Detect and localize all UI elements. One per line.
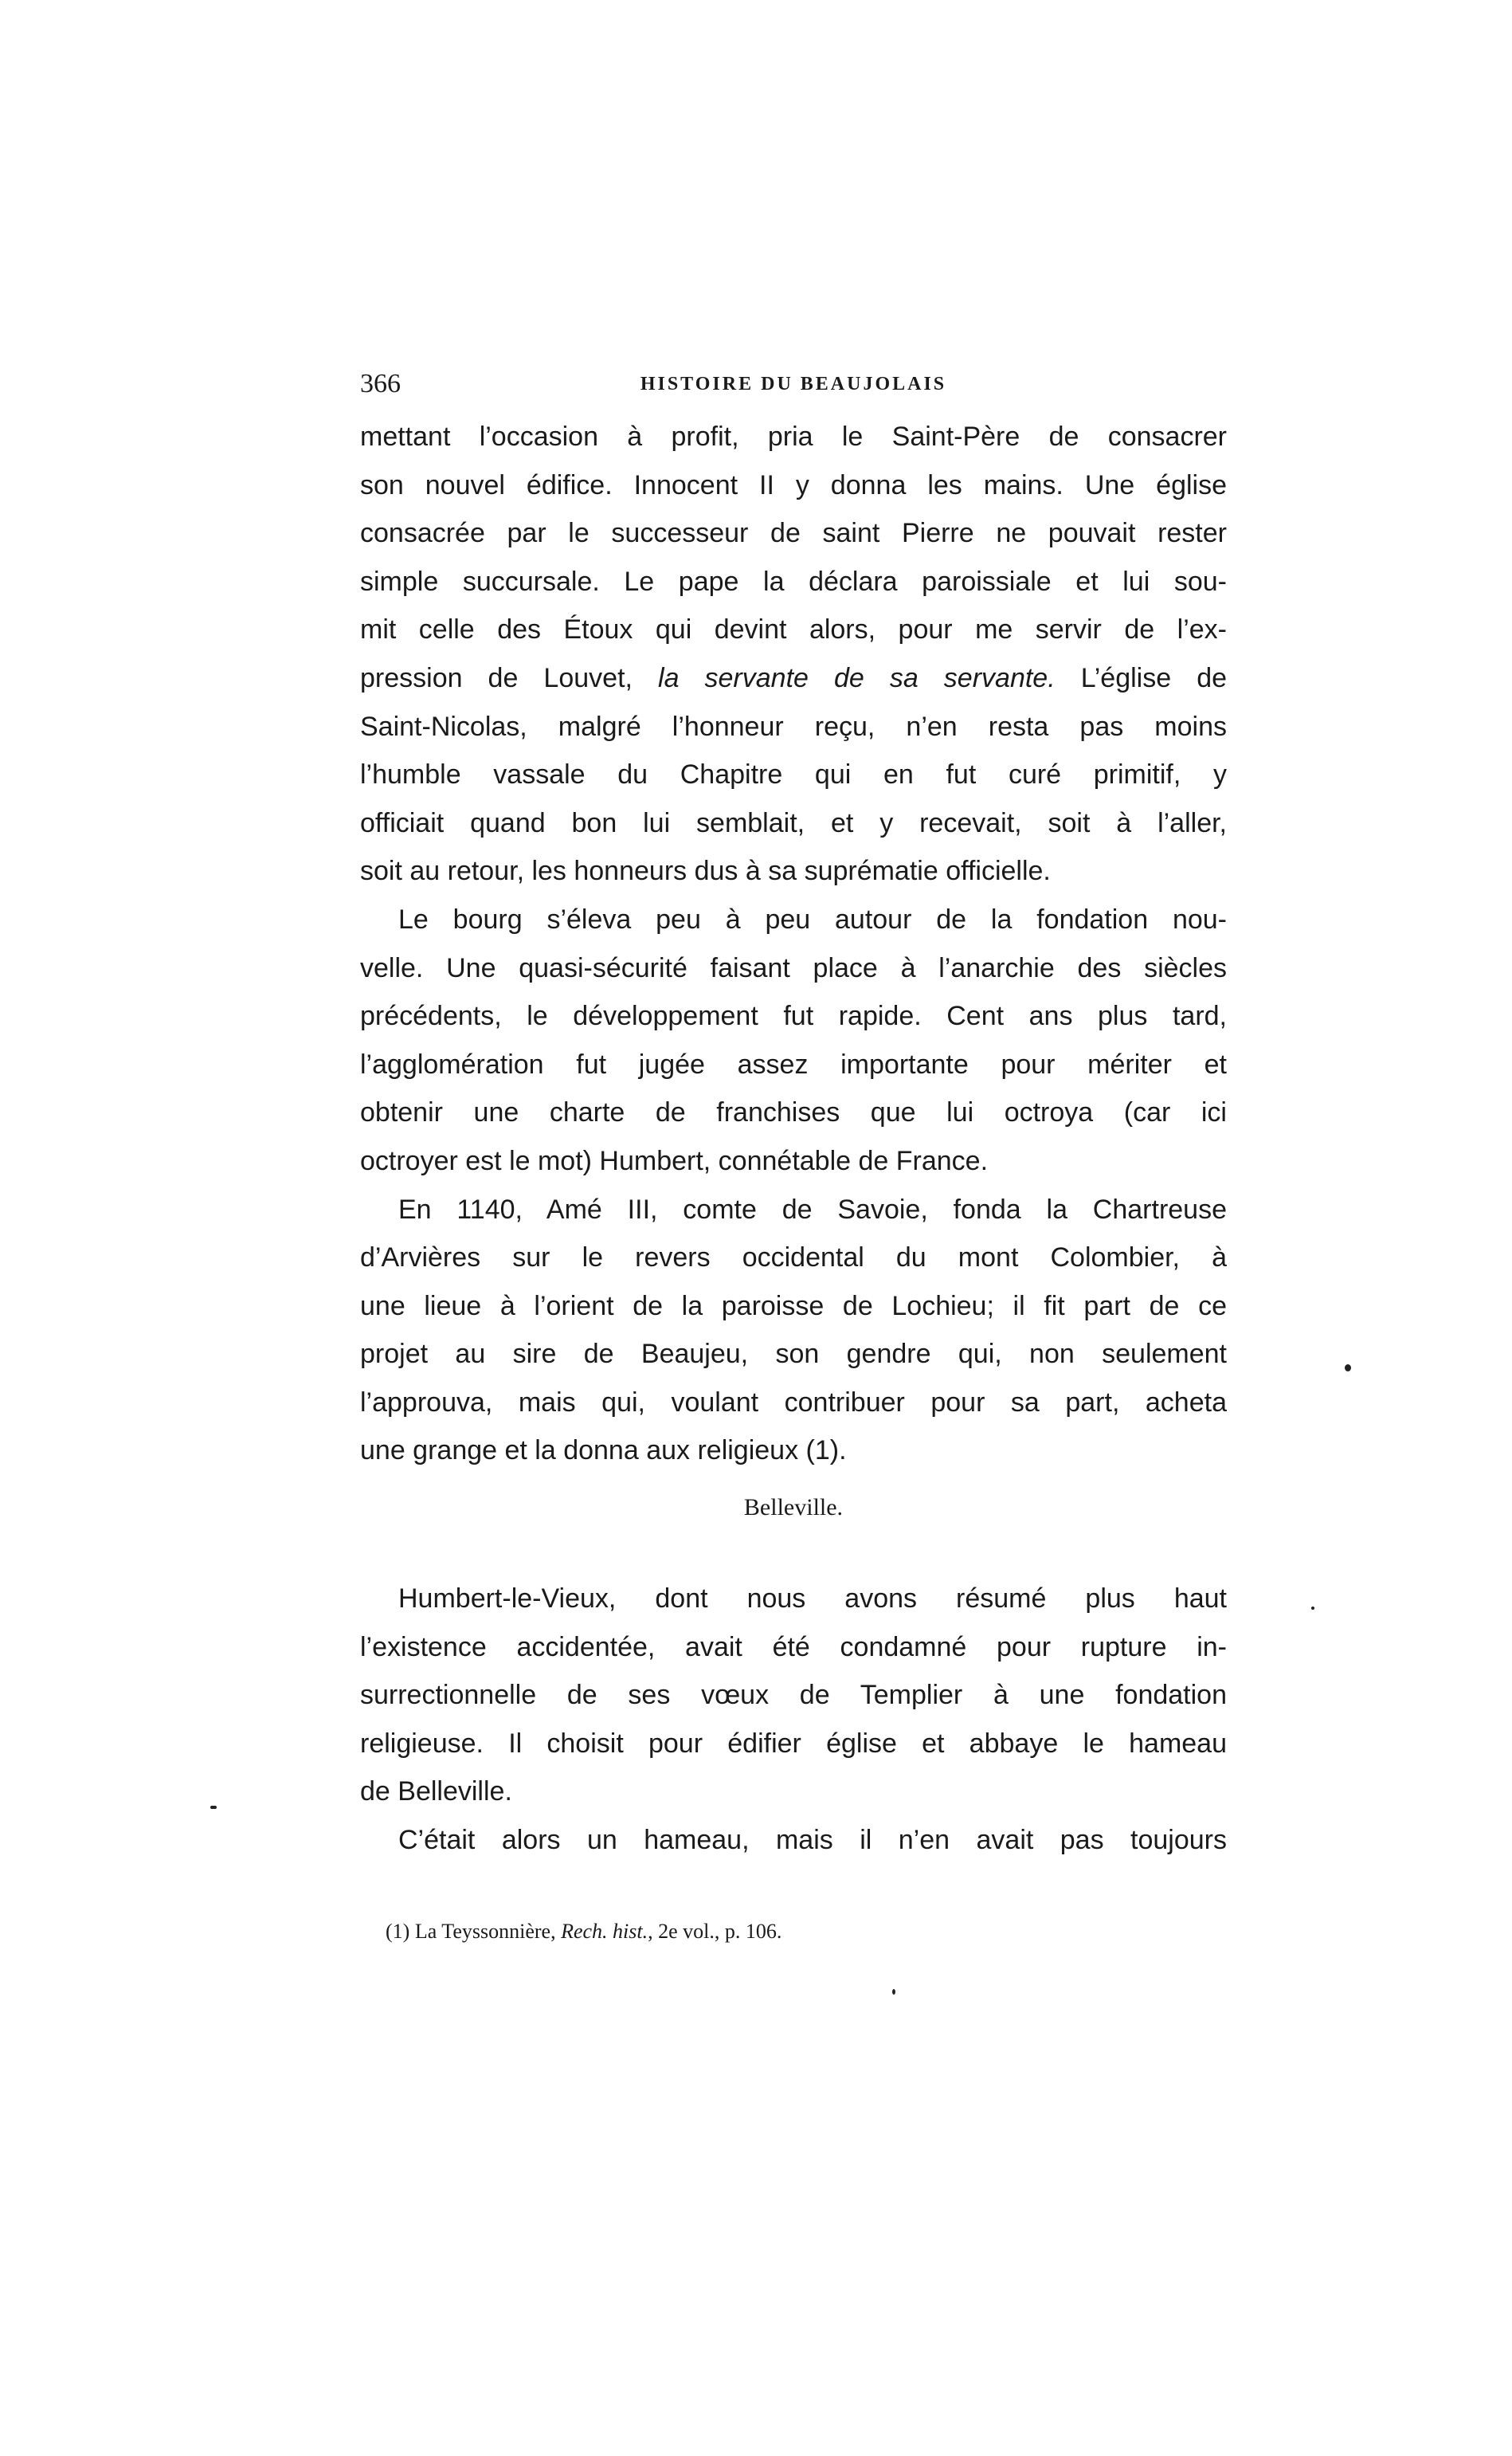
text-line: Humbert-le-Vieux, dont nous avons résumé plus haut <box>398 1583 1227 1614</box>
paragraph-5 <box>360 1816 1227 1865</box>
text-line: officiait quand bon lui semblait, et y recevait, soit à l’aller, <box>360 807 1227 838</box>
footnote-rest: , 2e vol., p. 106. <box>648 1920 782 1943</box>
footnote-marker: (1) <box>386 1920 410 1943</box>
text-line: mit celle des Étoux qui devint alors, pour me servir de l’ex- <box>360 614 1227 645</box>
running-title: HISTOIRE DU BEAUJOLAIS <box>640 374 947 394</box>
text-line: précédents, le développement fut rapide. Cent ans plus tard, <box>360 1001 1227 1032</box>
footnote-author: La Teyssonnière, <box>414 1920 556 1943</box>
text-line: projet au sire de Beaujeu, son gendre qui, non seulement <box>360 1339 1227 1370</box>
main-text-block <box>360 413 1227 1475</box>
section-heading: Belleville. <box>743 1494 844 1520</box>
paragraph-3 <box>360 1186 1227 1476</box>
text-line: consacrée par le successeur de saint Pierre ne pouvait rester <box>360 518 1227 549</box>
text-line: En 1140, Amé III, comte de Savoie, fonda la Chartreuse <box>398 1194 1227 1225</box>
text-line: son nouvel édifice. Innocent II y donna les mains. Une église <box>360 469 1227 500</box>
text-line: mettant l’occasion à profit, pria le Saint-Père de consacrer <box>360 422 1227 452</box>
text-fragment: pression de Louvet, <box>360 662 659 693</box>
text-line: obtenir une charte de franchises que lui octroya (car ici <box>360 1097 1227 1128</box>
text-line: l’existence accidentée, avait été condamné pour rupture in- <box>360 1631 1227 1662</box>
text-line: surrectionnelle de ses vœux de Templier à une fondation <box>360 1680 1227 1711</box>
text-line: l’approuva, mais qui, voulant contribuer pour sa part, acheta <box>360 1387 1227 1418</box>
text-line: Le bourg s’éleva peu à peu autour de la fondation nou- <box>398 904 1227 935</box>
print-speck <box>1311 1607 1314 1610</box>
text-line: de Belleville. <box>360 1776 512 1807</box>
text-line: une lieue à l’orient de la paroisse de Lochieu; il fit part de ce <box>360 1290 1227 1321</box>
running-head <box>360 368 1227 400</box>
text-line: C’était alors un hameau, mais il n’en avait pas toujours <box>398 1824 1227 1855</box>
text-line: d’Arvières sur le revers occidental du mont Colombier, à <box>360 1242 1227 1273</box>
text-line: soit au retour, les honneurs dus à sa suprématie officielle. <box>360 856 1051 887</box>
text-line: une grange et la donna aux religieux (1). <box>360 1435 847 1466</box>
print-speck <box>892 1989 895 1995</box>
text-fragment: L’église de <box>1055 662 1228 693</box>
text-line: octroyer est le mot) Humbert, connétable de France. <box>360 1145 989 1176</box>
text-line: Saint-Nicolas, malgré l’honneur reçu, n’en resta pas moins <box>360 711 1227 742</box>
print-speck <box>210 1806 217 1809</box>
paragraph-2 <box>360 896 1227 1186</box>
italic-quote: la servante de sa servante. <box>658 662 1056 693</box>
second-text-block <box>360 1575 1227 1865</box>
text-line: velle. Une quasi-sécurité faisant place à l’anarchie des siècles <box>360 952 1227 983</box>
text-line-with-italic <box>360 654 1227 703</box>
text-line: l’humble vassale du Chapitre qui en fut curé primitif, y <box>360 759 1227 791</box>
paragraph-4 <box>360 1575 1227 1816</box>
text-line: religieuse. Il choisit pour édifier église et abbaye le hameau <box>360 1728 1227 1759</box>
footnote-title: Rech. hist. <box>561 1920 648 1943</box>
page-number: 366 <box>360 369 401 398</box>
text-line: l’agglomération fut jugée assez importante pour mériter et <box>360 1049 1227 1080</box>
footnote <box>386 1916 1230 1948</box>
print-speck <box>1345 1364 1351 1371</box>
paragraph-1 <box>360 413 1227 896</box>
text-line: simple succursale. Le pape la déclara paroissiale et lui sou- <box>360 566 1227 597</box>
